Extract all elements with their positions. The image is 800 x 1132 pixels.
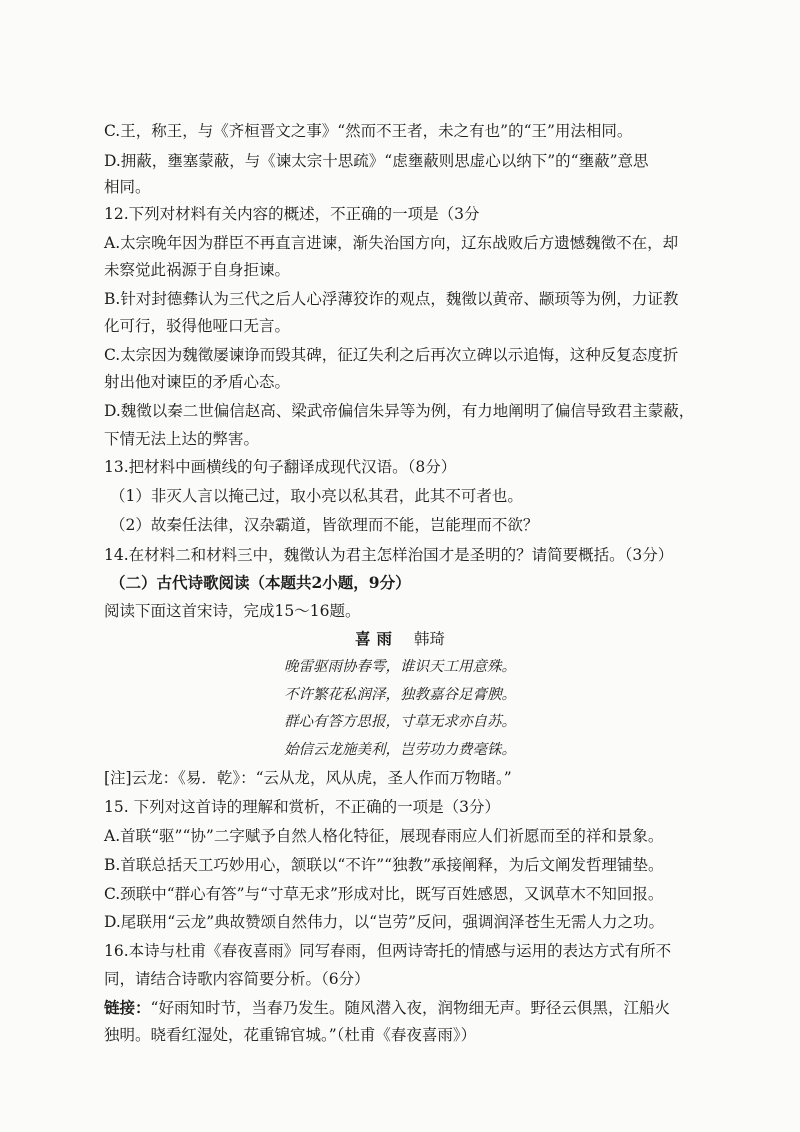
option-a-q12: A.太宗晚年因为群臣不再直言进谏，渐失治国方向，辽东战败后方遗憾魏徵不在，却	[104, 234, 679, 252]
option-d-q12-cont: 下情无法上达的弊害。	[104, 430, 260, 448]
question-16: 16.本诗与杜甫《春夜喜雨》同写春雨，但两诗寄托的情感与运用的表达方式有所不	[104, 942, 672, 960]
link-text: “好雨知时节，当春乃发生。随风潜入夜，润物细无声。野径云俱黑，江船火	[150, 999, 670, 1017]
poem-title: 喜雨	[354, 629, 398, 648]
question-14: 14.在材料二和材料三中，魏徵认为君主怎样治国才是圣明的？请简要概括。（3分）	[104, 546, 674, 564]
poem-verse-3: 群心有答方思报，寸草无求亦自苏。	[284, 714, 516, 730]
option-a-q12-cont: 未察觉此祸源于自身拒谏。	[104, 261, 291, 279]
option-b-q12-cont: 化可行，驳得他哑口无言。	[104, 317, 291, 335]
option-a-q15: A.首联“驱”“协”二字赋予自然人格化特征，展现春雨应人们祈愿而至的祥和景象。	[104, 827, 664, 845]
poem-verse-2: 不许繁花私润泽，独教嘉谷足膏腴。	[284, 687, 516, 703]
poem-verse-1: 晚雷驱雨协春雩，谁识天工用意殊。	[284, 659, 516, 675]
poem-note: [注]云龙：《易．乾》：“云从龙，风从虎，圣人作而万物睹。”	[104, 769, 512, 787]
option-d-q11: D.拥蔽，壅塞蒙蔽，与《谏太宗十思疏》“虑壅蔽则思虚心以纳下”的“壅蔽”意思	[104, 152, 649, 170]
link-paragraph-cont: 独明。晓看红湿处，花重锦官城。”（杜甫《春夜喜雨》）	[104, 1026, 477, 1044]
link-paragraph	[104, 997, 704, 1019]
question-12: 12.下列对材料有关内容的概述，不正确的一项是（3分	[104, 205, 480, 223]
option-d-q12: D.魏徵以秦二世偏信赵高、梁武帝偏信朱异等为例，有力地阐明了偏信导致君主蒙蔽，	[104, 402, 695, 420]
option-d-q11-cont: 相同。	[104, 178, 151, 196]
option-c-q12-cont: 射出他对谏臣的矛盾心态。	[104, 373, 291, 391]
poetry-instruction: 阅读下面这首宋诗，完成15～16题。	[104, 602, 361, 620]
option-b-q12: B.针对封德彝认为三代之后人心浮薄狡诈的观点，魏徵以黄帝、颛顼等为例，力证教	[104, 290, 679, 308]
option-c-q11: C.王，称王，与《齐桓晋文之事》“然而不王者，未之有也”的“王”用法相同。	[104, 122, 633, 140]
option-b-q15: B.首联总括天工巧妙用心，颔联以“不许”“独教”承接阐释，为后文阐发哲理铺垫。	[104, 856, 664, 874]
q13-sentence-1: （1）非灭人言以掩己过，取小亮以私其君，此其不可者也。	[110, 487, 523, 505]
poem-verse-4: 始信云龙施美利，岂劳功力费毫铢。	[284, 742, 516, 758]
poem-author: 韩琦	[414, 630, 446, 648]
poem-title-row	[0, 628, 800, 650]
option-d-q15: D.尾联用“云龙”典故赞颂自然伟力，以“岂劳”反问，强调润泽苍生无需人力之功。	[104, 913, 665, 931]
link-label: 链接：	[104, 998, 151, 1017]
question-15: 15. 下列对这首诗的理解和赏析，不正确的一项是（3分）	[104, 798, 500, 816]
option-c-q15: C.颈联中“群心有答”与“寸草无求”形成对比，既写百姓感恩，又讽草木不知回报。	[104, 885, 664, 903]
question-13: 13.把材料中画横线的句子翻译成现代汉语。（8分）	[104, 458, 457, 476]
option-c-q12: C.太宗因为魏徵屡谏诤而毁其碑，征辽失利之后再次立碑以示追悔，这种反复态度折	[104, 346, 679, 364]
section-heading-poetry: （二）古代诗歌阅读（本题共2小题，9分）	[110, 573, 411, 592]
question-16-cont: 同，请结合诗歌内容简要分析。（6分）	[104, 970, 370, 988]
q13-sentence-2: （2）故秦任法律，汉杂霸道，皆欲理而不能，岂能理而不欲？	[110, 516, 539, 534]
